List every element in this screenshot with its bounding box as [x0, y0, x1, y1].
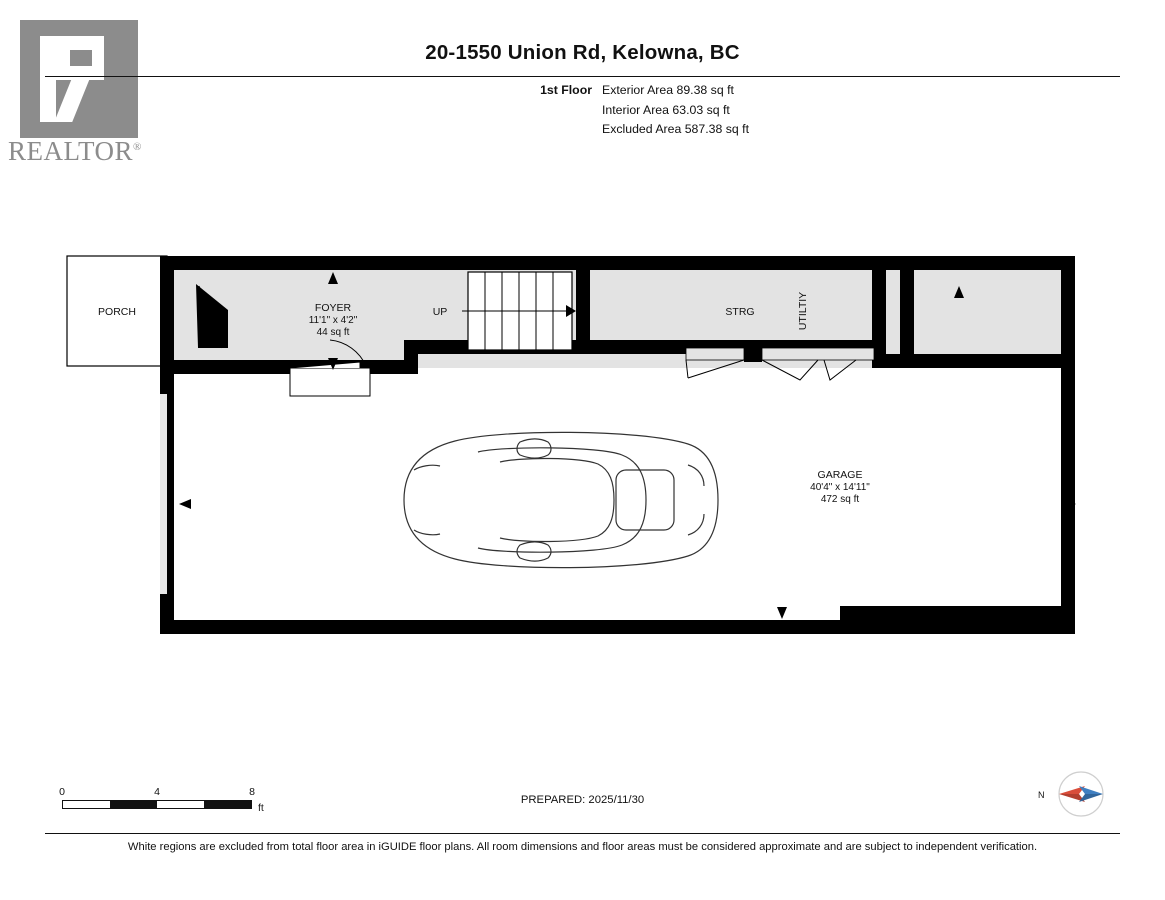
page-title: 20-1550 Union Rd, Kelowna, BC: [425, 41, 740, 64]
exterior-area: Exterior Area 89.38 sq ft: [602, 83, 734, 97]
room-dims-foyer: 11'1" x 4'2": [308, 315, 358, 326]
wall-stair-jog: [404, 340, 418, 374]
wall-foyer-bottom: [167, 360, 410, 374]
strg-door-left-panel: [686, 348, 744, 360]
room-label-porch: PORCH: [98, 306, 136, 318]
compass-rose: [1035, 768, 1115, 820]
wall-right: [1061, 256, 1075, 630]
strg-door-right-panel: [762, 348, 874, 360]
scale-tick-0: 0: [59, 786, 65, 798]
scale-unit: ft: [258, 802, 264, 814]
footer-divider: [45, 833, 1120, 834]
room-label-utility: UTILTIY: [797, 291, 809, 331]
wall-left-thin: [160, 394, 167, 594]
room-dims-garage: 40'4" x 14'11": [810, 482, 870, 493]
room-label-garage: GARAGE: [817, 469, 863, 481]
scale-tick-1: 4: [154, 786, 160, 798]
prepared-date: PREPARED: 2025/11/30: [520, 794, 645, 806]
wall-top: [167, 256, 1075, 270]
room-label-strg: STRG: [725, 306, 755, 318]
compass-icon: [1035, 768, 1115, 820]
garage-fill: [167, 368, 1075, 630]
strg-door-post: [744, 346, 762, 362]
wall-left-foyer: [160, 256, 174, 374]
stair-up-label: UP: [432, 306, 448, 318]
compass-north-label: N: [1038, 790, 1045, 800]
foyer-garage-door-opening: [290, 368, 370, 396]
excluded-area: Excluded Area 587.38 sq ft: [602, 122, 749, 136]
scale-tick-2: 8: [249, 786, 255, 798]
registered-mark: ®: [133, 141, 142, 153]
floor-label: 1st Floor: [540, 83, 592, 97]
interior-area: Interior Area 63.03 sq ft: [602, 102, 730, 117]
wall-bottom-right-step: [840, 606, 1062, 634]
room-area-garage: 472 sq ft: [820, 494, 860, 505]
realtor-wordmark-text: REALTOR: [8, 136, 134, 166]
disclaimer-text: White regions are excluded from total floor area in iGUIDE floor plans. All room dimensions and floor areas must be considered approximate and are subject to independent verification.: [127, 841, 1038, 853]
wall-right-nook: [900, 262, 914, 368]
room-area-foyer: 44 sq ft: [316, 327, 350, 338]
room-label-foyer: FOYER: [314, 302, 352, 314]
